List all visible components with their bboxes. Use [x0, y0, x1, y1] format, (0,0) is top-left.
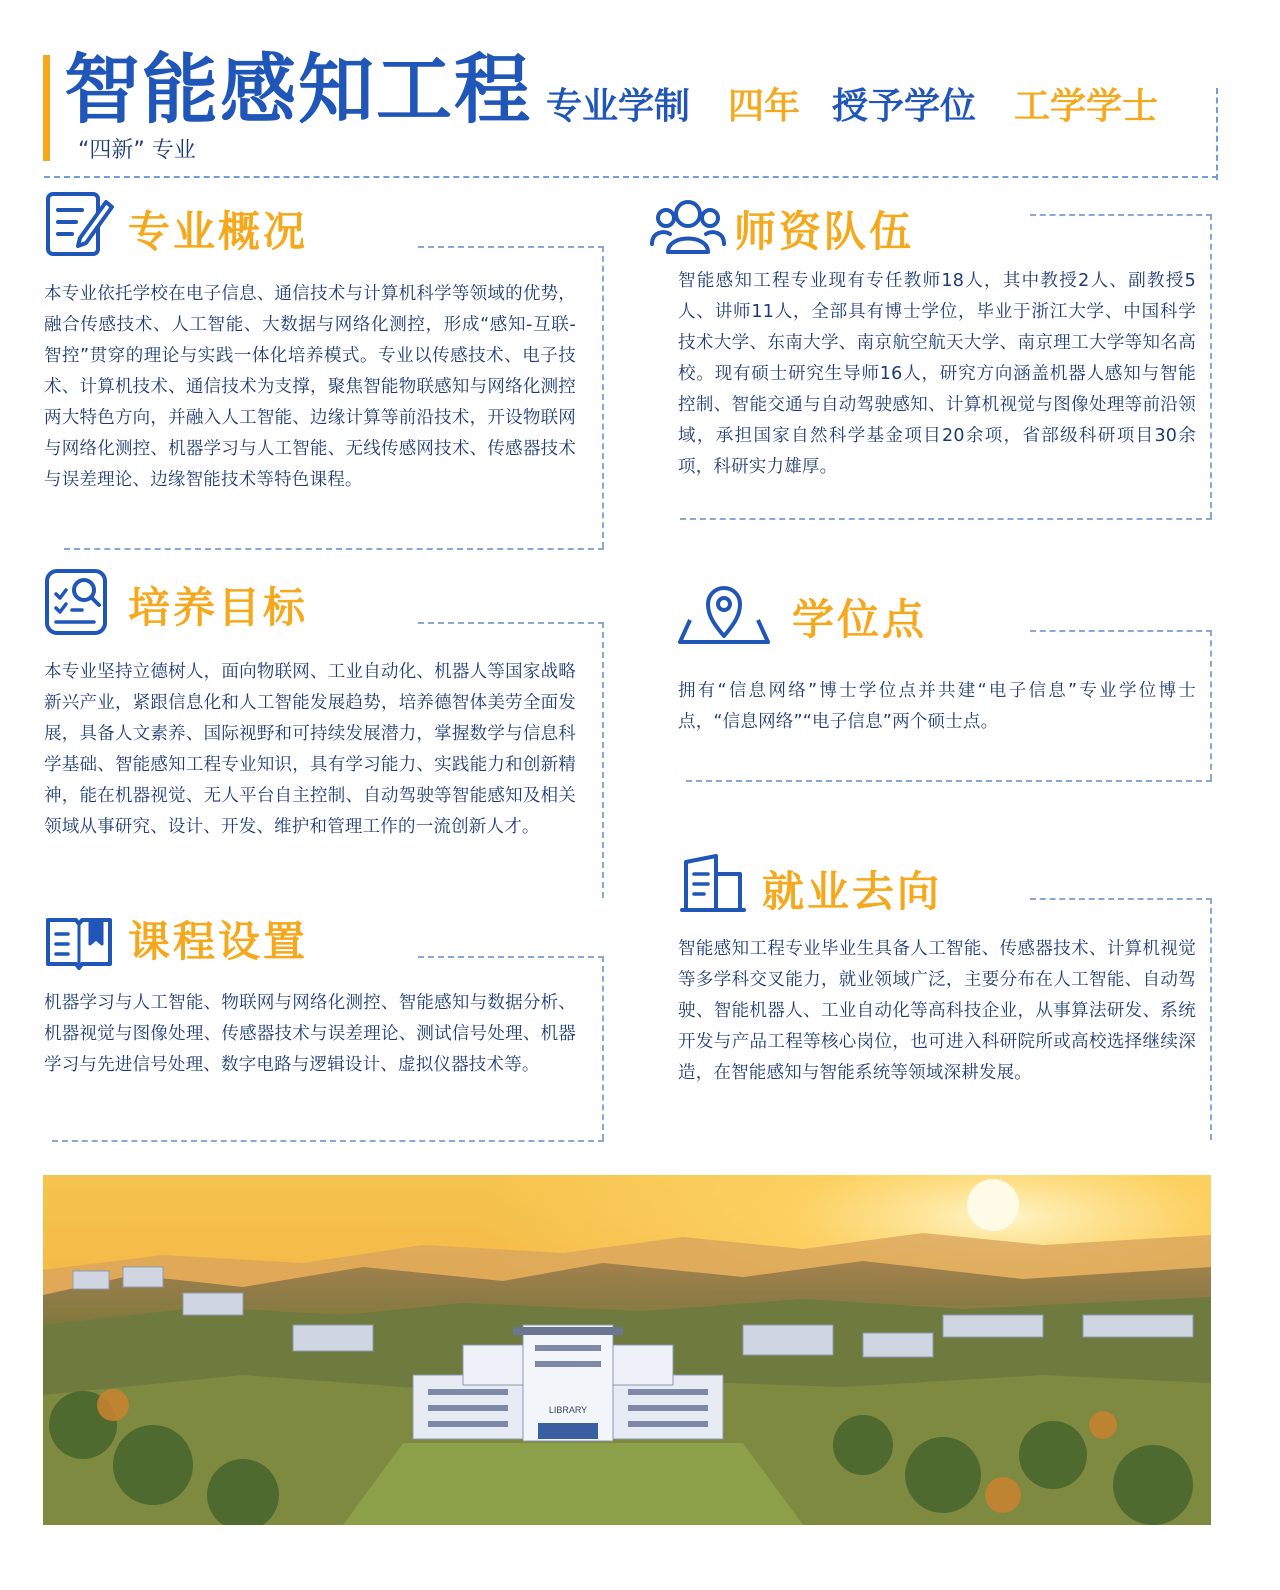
open-book-icon — [44, 914, 114, 970]
sun — [967, 1179, 1019, 1231]
buildings-icon — [680, 852, 746, 914]
overview-text: 本专业依托学校在电子信息、通信技术与计算机科学等领域的优势，融合传感技术、人工智能、大数据与网络化测控，形成“感知-互联-智控”贯穿的理论与实践一体化培养模式。专业以传感技术、电子技术、计算机技术、通信技术为支撑，聚焦智能物联感知与网络化测控两大特色方向，并融入人工智能、边缘计算等前沿技术，开设物联网与网络化测控、机器学习与人工智能、无线传感网技术、传感器技术与误差理论、边缘智能技术等特色课程。 — [44, 284, 576, 490]
checklist-search-icon — [44, 568, 116, 640]
faculty-text: 智能感知工程专业现有专任教师18人，其中教授2人、副教授5人、讲师11人，全部具有博士学位，毕业于浙江大学、中国科学技术大学、东南大学、南京航空航天大学、南京理工大学等知名高校。现有硕士研究生导师16人，研究方向涵盖机器人感知与智能控制、智能交通与自动驾驶感知、计算机视觉与图像处理等前沿领域，承担国家自然科学基金项目20余项，省部级科研项目30余项，科研实力雄厚。 — [678, 271, 1196, 477]
overview-border-top — [418, 246, 604, 248]
overview-border-right — [602, 246, 604, 548]
employment-border-top — [1030, 898, 1212, 900]
page-subtitle: “四新” 专业 — [78, 138, 196, 163]
degree-points-border-right — [1210, 630, 1212, 780]
courses-text: 机器学习与人工智能、物联网与网络化测控、智能感知与数据分析、机器视觉与图像处理、传感器技术与误差理论、测试信号处理、机器学习与先进信号处理、数字电路与逻辑设计、虚拟仪器技术等。 — [44, 993, 576, 1075]
employment-title: 就业去向 — [762, 867, 943, 916]
employment-border-right — [1210, 898, 1212, 1140]
faculty-title: 师资队伍 — [734, 207, 915, 256]
degree-points-text: 拥有“信息网络”博士学位点并共建“电子信息”专业学位博士点，“信息网络”“电子信息”两个硕士点。 — [678, 681, 1196, 732]
degree-points-border-bottom — [686, 780, 1212, 782]
overview-border-bottom — [64, 548, 604, 550]
duration-value: 四年 — [728, 86, 801, 127]
goals-title: 培养目标 — [128, 583, 309, 632]
degree-label: 授予学位 — [832, 86, 977, 127]
faculty-border-right — [1210, 214, 1212, 518]
campus-sunset-photo — [43, 1175, 1211, 1525]
header-divider-vertical — [1216, 88, 1218, 180]
header-divider — [44, 176, 1218, 178]
goals-text: 本专业坚持立德树人，面向物联网、工业自动化、机器人等国家战略新兴产业，紧跟信息化和人工智能发展趋势，培养德智体美劳全面发展，具备人文素养、国际视野和可持续发展潜力，掌握数学与信息科学基础、智能感知工程专业知识，具有学习能力、实践能力和创新精神，能在机器视觉、无人平台自主控制、自动驾驶等智能感知及相关领域从事研究、设计、开发、维护和管理工作的一流创新人才。 — [44, 662, 576, 837]
courses-border-right — [602, 956, 604, 1140]
overview-title: 专业概况 — [128, 207, 309, 256]
people-group-icon — [650, 194, 722, 266]
map-pin-icon — [676, 582, 772, 646]
courses-border-top — [418, 956, 604, 958]
courses-title: 课程设置 — [128, 917, 309, 966]
goals-border-right — [602, 622, 604, 898]
employment-text: 智能感知工程专业毕业生具备人工智能、传感器技术、计算机视觉等多学科交叉能力，就业领域广泛，主要分布在人工智能、自动驾驶、智能机器人、工业自动化等高科技企业，从事算法研发、系统开发与产品工程等核心岗位，也可进入科研院所或高校选择继续深造，在智能感知与智能系统等领域深耕发展。 — [678, 939, 1196, 1083]
degree-points-title: 学位点 — [792, 595, 928, 644]
edit-document-icon — [44, 188, 116, 260]
courses-border-bottom — [52, 1140, 604, 1142]
degree-value: 工学学士 — [1014, 86, 1159, 127]
library-sign: LIBRARY — [548, 1405, 588, 1415]
goals-border-top — [418, 622, 604, 624]
duration-label: 专业学制 — [546, 86, 691, 127]
page-title: 智能感知工程 — [64, 45, 532, 134]
header-accent-bar — [43, 55, 50, 161]
degree-points-border-top — [1030, 630, 1212, 632]
faculty-border-bottom — [680, 518, 1212, 520]
faculty-border-top — [1030, 214, 1212, 216]
